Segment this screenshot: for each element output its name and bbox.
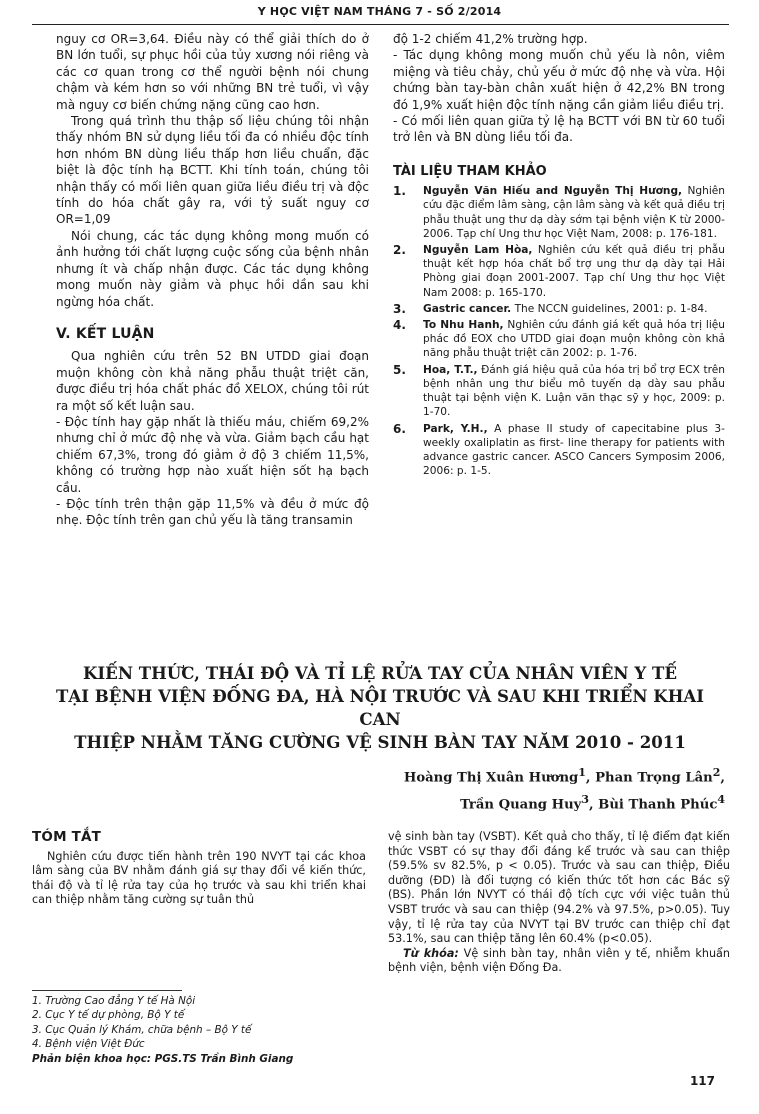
body-paragraph: - Có mối liên quan giữa tỷ lệ hạ BCTT với BN từ 60 tuổi trở lên và BN dùng liều tối đa. xyxy=(393,114,725,145)
footnotes xyxy=(32,994,372,1066)
page-number: 117 xyxy=(689,1074,715,1088)
affiliation: 1. Trường Cao đẳng Y tế Hà Nội xyxy=(32,995,196,1007)
reference-number: 4. xyxy=(393,318,406,333)
conclusion-intro: Qua nghiên cứu trên 52 BN UTDD giai đoạn muộn không còn khả năng phẫu thuật triệt căn, được điều trị hóa chất phác đồ XELOX, chúng tôi rút ra một số kết luận sau. xyxy=(56,349,369,413)
keywords-text: Vệ sinh bàn tay, nhân viên y tế, nhiễm khuẩn bệnh viện, bệnh viện Đống Đa. xyxy=(388,946,730,975)
article-title xyxy=(40,662,720,754)
reference-number: 6. xyxy=(393,421,406,436)
reference-text: Nghiên cứu kết quả điều trị phẫu thuật kết hợp hóa chất bổ trợ ung thư dạ dày tại Hải Phòng giai đoạn 2001-2007. Tạp chí Ung thư học Việt Nam 2008: p. 165-170. xyxy=(423,244,725,299)
reviewer-note: Phản biện khoa học: PGS.TS Trần Bình Giang xyxy=(32,1052,294,1065)
reference-author: Gastric cancer. xyxy=(423,302,512,315)
left-column xyxy=(56,31,369,529)
reference-text: The NCCN guidelines, 2001: p. 1-84. xyxy=(511,302,708,315)
conclusion-point: - Độc tính trên thận gặp 11,5% và đều ở mức độ nhẹ. Độc tính trên gan chủ yếu là tăng transamin xyxy=(56,496,369,528)
reference-item xyxy=(393,363,725,420)
author-line xyxy=(395,762,725,789)
author-affiliation-mark: 3 xyxy=(581,793,589,807)
summary-text: Nghiên cứu được tiến hành trên 190 NVYT tại các khoa lâm sàng của BV nhằm đánh giá sự thay đổi về kiến thức, thái độ và tỉ lệ rửa tay của họ trước và sau khi triển khai can thiệp nhằm tăng cường sự tuân thủ xyxy=(32,849,366,907)
reference-author: Hoa, T.T., xyxy=(423,363,478,376)
affiliation: 4. Bệnh viện Việt Đức xyxy=(32,1038,145,1051)
author-affiliation-mark: 1 xyxy=(578,766,586,779)
reference-number: 2. xyxy=(393,243,406,258)
author-name: Trần Quang Huy xyxy=(460,797,582,813)
author-separator: , xyxy=(585,770,596,786)
summary-left xyxy=(32,830,366,908)
author-affiliation-mark: 4 xyxy=(717,793,725,807)
reference-item xyxy=(393,422,725,479)
article-title-line: KIẾN THỨC, THÁI ĐỘ VÀ TỈ LỆ RỬA TAY CỦA NHÂN VIÊN Y TẾ xyxy=(82,663,677,683)
footnote-rule xyxy=(32,990,182,991)
reference-item xyxy=(393,243,725,300)
affiliation: 3. Cục Quản lý Khám, chữa bệnh – Bộ Y tế xyxy=(32,1023,252,1036)
keywords-label: Từ khóa: xyxy=(403,946,459,960)
author-separator: , xyxy=(720,770,725,786)
reference-item xyxy=(393,302,725,316)
reference-item xyxy=(393,318,725,361)
right-column xyxy=(393,31,725,480)
summary-heading: TÓM TẮT xyxy=(32,829,102,845)
reference-text: Nghiên cứu đánh giá kết quả hóa trị liệu phác đồ EOX cho UTDD giai đoạn muộn không còn khả năng phẫu thuật triệt căn 2002: p. 1-76. xyxy=(423,319,725,360)
reference-text: A phase II study of capecitabine plus 3-weekly oxaliplatin as first- line therapy for patients with advance gastric cancer. ASCO Cancers Symposim 2006, 2006: p. 1-5. xyxy=(423,422,725,478)
reference-author: Nguyễn Văn Hiếu and Nguyễn Thị Hương, xyxy=(423,185,683,198)
author-separator: , xyxy=(588,797,599,813)
reference-author: Nguyễn Lam Hòa, xyxy=(423,244,533,257)
author-list xyxy=(395,762,725,817)
author-affiliation-mark: 2 xyxy=(712,766,721,779)
author-line xyxy=(395,789,725,816)
header-rule xyxy=(32,24,729,25)
article-title-line: THIỆP NHẰM TĂNG CƯỜNG VỆ SINH BÀN TAY NĂM 2010 - 2011 xyxy=(74,732,686,752)
body-paragraph: Trong quá trình thu thập số liệu chúng tôi nhận thấy nhóm BN sử dụng liều tối đa có nhiều độc tính hơn nhóm BN dùng liều thấp hơn liều chuẩn, đặc biệt là độc tính hạ BCTT. Khi tính toán, chúng tôi nhận thấy có mối liên quan giữa liều điều trị và độc tính do hóa chất gây ra, với tỷ suất nguy cơ OR=1,09 xyxy=(56,114,369,227)
reference-number: 5. xyxy=(393,362,406,377)
body-paragraph: Nói chung, các tác dụng không mong muốn có ảnh hưởng tới chất lượng cuộc sống của bệnh nhân nhưng ít và chấp nhận được. Các tác dụng không mong muốn này giảm và phục hồi dần sau khi ngừng hóa chất. xyxy=(56,228,369,309)
affiliation: 2. Cục Y tế dự phòng, Bộ Y tế xyxy=(32,1009,185,1022)
reference-list xyxy=(393,184,725,478)
body-paragraph: độ 1-2 chiếm 41,2% trường hợp. xyxy=(393,32,588,46)
reference-text: Đánh giá hiệu quả của hóa trị bổ trợ ECX trên bệnh nhân ung thư biểu mô tuyến dạ dày sau phẫu thuật tại bệnh viện K. Luận văn thạc sỹ y học, 2009: p. 1-70. xyxy=(423,363,726,419)
article-title-line: TẠI BỆNH VIỆN ĐỐNG ĐA, HÀ NỘI TRƯỚC VÀ SAU KHI TRIỂN KHAI CAN xyxy=(55,686,705,729)
reference-text: Nghiên cứu đặc điểm lâm sàng, cận lâm sàng và kết quả điều trị phẫu thuật ung thư dạ dày sớm tại bệnh viện K từ 2000-2006. Tạp chí Ung thư học Việt Nam, 2008: p. 176-181. xyxy=(423,185,725,240)
reference-author: To Nhu Hanh, xyxy=(423,319,504,332)
reference-author: Park, Y.H., xyxy=(423,422,488,435)
author-name: Bùi Thanh Phúc xyxy=(598,797,718,813)
author-name: Phan Trọng Lân xyxy=(595,770,713,786)
journal-header-title: Y HỌC VIỆT NAM THÁNG 7 - SỐ 2/2014 xyxy=(257,5,502,18)
summary-text: vệ sinh bàn tay (VSBT). Kết quả cho thấy, tỉ lệ điểm đạt kiến thức VSBT có sự thay đổi đáng kể trước và sau can thiệp (59.5% sv 82.5%, p < 0.05). Trước và sau can thiệp, Điều dưỡng (ĐD) là đối tượng có kiến thức tốt hơn các Bác sỹ (BS). Phần lớn NVYT có thái độ tích cực với việc tuân thủ VSBT trước và sau can thiệp (94.2% và 97.5%, p>0.05). Tuy vậy, tỉ lệ rửa tay của NVYT tại BV trước can thiệp chỉ đạt 53.1%, sau can thiệp tăng lên 60.4% (p<0.05). xyxy=(388,830,730,946)
body-paragraph: nguy cơ OR=3,64. Điều này có thể giải thích do ở BN lớn tuổi, sự phục hồi của tủy xương nói riêng và các cơ quan trong cơ thể người bệnh nói chung chậm và kém hơn so với những BN trẻ tuổi, vì vậy mà nguy cơ biến chứng nặng cũng cao hơn. xyxy=(56,32,369,112)
conclusion-point: - Độc tính hay gặp nhất là thiếu máu, chiếm 69,2% nhưng chỉ ở mức độ nhẹ và vừa. Giảm bạch cầu hạt chiếm 67,3%, trong đó giảm ở độ 3 chiếm 11,5%, không có trường hợp nào xuất hiện sốt hạ bạch cầu. xyxy=(56,414,369,495)
body-paragraph: - Tác dụng không mong muốn chủ yếu là nôn, viêm miệng và tiêu chảy, chủ yếu ở mức độ nhẹ và vừa. Hội chứng bàn tay-bàn chân xuất hiện ở 42,2% BN trong đó 1,9% xuất hiện độc tính nặng cần giảm liều điều trị. xyxy=(393,48,725,112)
keywords xyxy=(388,947,730,976)
reference-item xyxy=(393,184,725,241)
references-heading: TÀI LIỆU THAM KHẢO xyxy=(393,163,547,179)
reference-number: 1. xyxy=(393,184,406,199)
reference-number: 3. xyxy=(393,301,406,316)
summary-right xyxy=(388,830,730,976)
conclusion-heading: V. KẾT LUẬN xyxy=(56,325,155,342)
author-name: Hoàng Thị Xuân Hương xyxy=(403,770,579,786)
